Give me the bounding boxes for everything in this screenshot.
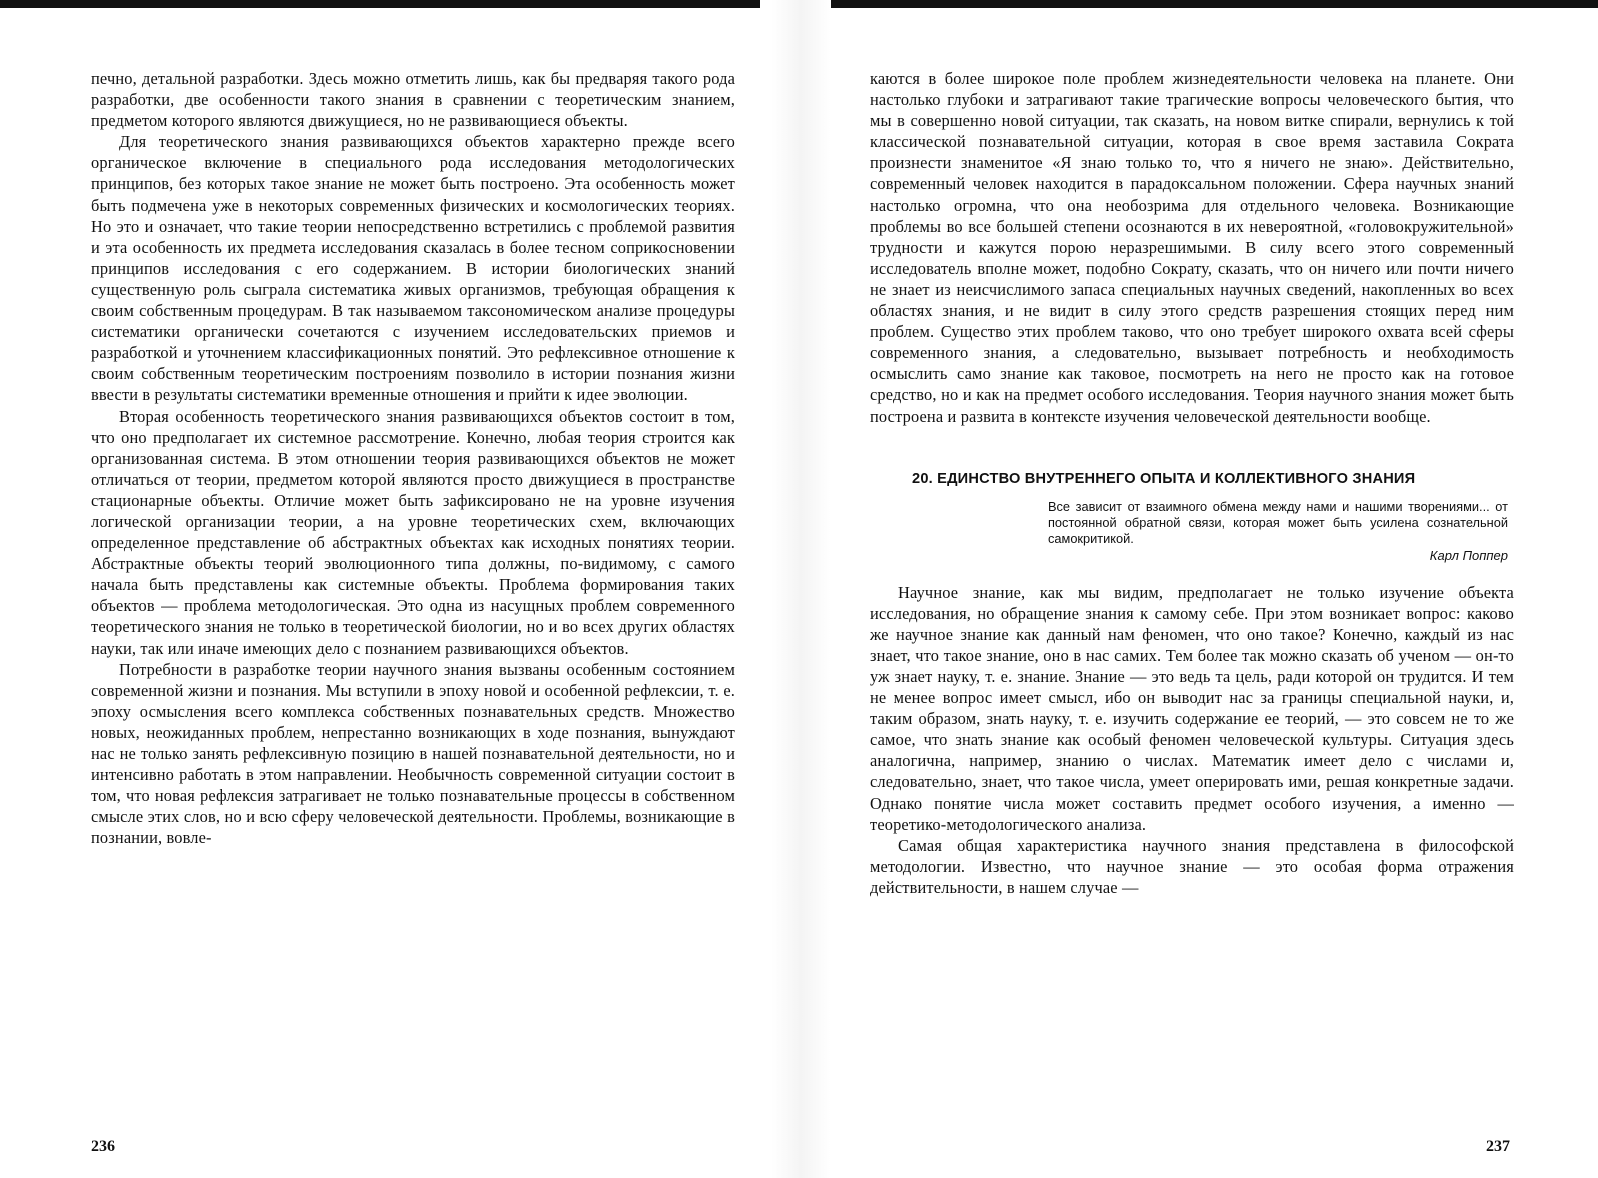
left-paragraph-2: Для теоретического знания развивающихся объектов характерно прежде всего органическое включение в специального рода исследования методологических принципов, без которых такое знание не может быть построено. Эта особенность может быть подмечена уже в некоторых современных физических и космологических теориях. Но это и означает, что такие теории непосредственно встретились с проблемой развития и эта особенность их предмета исследования сказалась в более тесном соприкосновении принципов исследования с его содержанием. В истории биологических знаний существенную роль сыграла систематика живых организмов, требующая обращения к своим собственным процедурам. В так называемом таксономическом анализе процедуры систематики органически сочетаются с изучением исследовательских приемов и разработкой и уточнением классификационных понятий. Это рефлексивное отношение к своим собственным теоретическим построениям позволило в истории познания жизни ввести в результаты систематики временные отношения и прийти к идее эволюции. [91,132,735,405]
epigraph: Все зависит от взаимного обмена между нами и нашими творениями... от постоянной обратной связи, которая может быть усилена сознательной самокритикой. [1048,498,1508,546]
left-paragraph-4: Потребности в разработке теории научного знания вызваны особенным состоянием современной жизни и познания. Мы вступили в эпоху новой и особенной рефлексии, т. е. эпоху осмысления всего комплекса собственных познавательных средств. Множество новых, неожиданных проблем, непрестанно возникающих в ходе познания, вынуждают нас не только занять рефлексивную позицию в нашей познавательной деятельности, но и интенсивно работать в этом направлении. Необычность современной ситуации состоит в том, что новая рефлексия затрагивает не только познавательные процессы в собственном смысле этих слов, но и всю сферу человеческой деятельности. Проблемы, возникающие в познании, вовле- [91,659,735,848]
top-scan-edge-left [0,0,760,8]
page-number-right: 237 [1486,1138,1510,1155]
left-page [91,68,735,848]
epigraph-author: Карл Поппер [1429,547,1508,563]
left-paragraph-1: печно, детальной разработки. Здесь можно отметить лишь, как бы предваряя такого рода разработки, две особенности такого знания в сравнении с теоретическим знанием, предметом которого являются движущиеся, но не развивающиеся объекты. [91,69,735,131]
right-paragraph-3: Самая общая характеристика научного знания представлена в философской методологии. Известно, что научное знание — это особая форма отражения действительности, в нашем случае — [870,835,1514,897]
section-body [870,582,1514,898]
section-heading: 20. ЕДИНСТВО ВНУТРЕННЕГО ОПЫТА И КОЛЛЕКТИВНОГО ЗНАНИЯ [912,470,1416,487]
top-scan-edge-right [825,0,1598,8]
book-gutter [771,0,831,1178]
right-paragraph-1: каются в более широкое поле проблем жизнедеятельности человека на планете. Они настолько глубоки и затрагивают такие трагические вопросы человеческого бытия, что мы в совершенно новой ситуации, так сказать, на новом витке спирали, вернулись к той классической познавательной ситуации, которая в свое время заставила Сократа произнести знаменитое «Я знаю только то, что я ничего не знаю». Действительно, современный человек находится в парадоксальном положении. Сфера научных знаний настолько огромна, что она необозрима для отдельного человека. Возникающие проблемы во все большей степени осознаются в их невероятной, «головокружительной» трудности и кажутся порою неразрешимыми. В силу всего этого современный исследователь вполне может, подобно Сократу, сказать, что он ничего или почти ничего не знает из неисчислимого запаса специальных научных сведений, накопленных во всех областях знания, и не видит в силу этого средств разрешения стоящих перед ним проблем. Существо этих проблем таково, что оно требует широкого охвата всей сферы современного знания, а следовательно, вызывает потребность и необходимость осмыслить само знание как таковое, посмотреть на него не просто как на готовое средство, но и как на предмет особого исследования. Теория научного знания может быть построена и развита в контексте изучения человеческой деятельности вообще. [870,69,1514,426]
page-number-left: 236 [91,1138,115,1155]
right-paragraph-2: Научное знание, как мы видим, предполагает не только изучение объекта исследования, но обращение знания к самому себе. При этом возникает вопрос: каково же научное знание как данный нам феномен, что оно такое? Конечно, каждый из нас знает, что такое знание, оно в нас самих. Тем более так можно сказать об ученом — он-то уж знает науку, т. е. знание. Знание — это ведь та цель, ради которой он трудится. И тем не менее вопрос имеет смысл, ибо он выводит нас за границы специальной науки, и, таким образом, знать науку, т. е. изучить содержание ее теорий, — это совсем не то же самое, что знать знание как особый феномен человеческой культуры. Ситуация здесь аналогична, например, знанию о числах. Математик имеет дело с числами и, следовательно, знает, что такое числа, умеет оперировать ими, решая конкретные задачи. Однако понятие числа может составить предмет особого изучения, а именно — теоретико-методологического анализа. [870,582,1514,834]
right-page [870,68,1514,898]
left-paragraph-3: Вторая особенность теоретического знания развивающихся объектов состоит в том, что оно предполагает их системное рассмотрение. Конечно, любая теория строится как организованная система. В этом отношении теория развивающихся объектов не может отличаться от теории, предметом которой являются просто движущиеся в пространстве стационарные объекты. Отличие может быть зафиксировано не на уровне изучения логической организации теории, а на уровне теоретических схем, включающих определенное представление об абстрактных объектах как исходных понятиях теории. Абстрактные объекты теорий эволюционного типа должны, по-видимому, с самого начала быть представлены как системные объекты. Проблема формирования таких объектов — проблема методологическая. Это одна из насущных проблем современного теоретического знания не только в теоретической биологии, но и во всех других областях науки, так или иначе имеющих дело с познанием развивающихся объектов. [91,406,735,658]
